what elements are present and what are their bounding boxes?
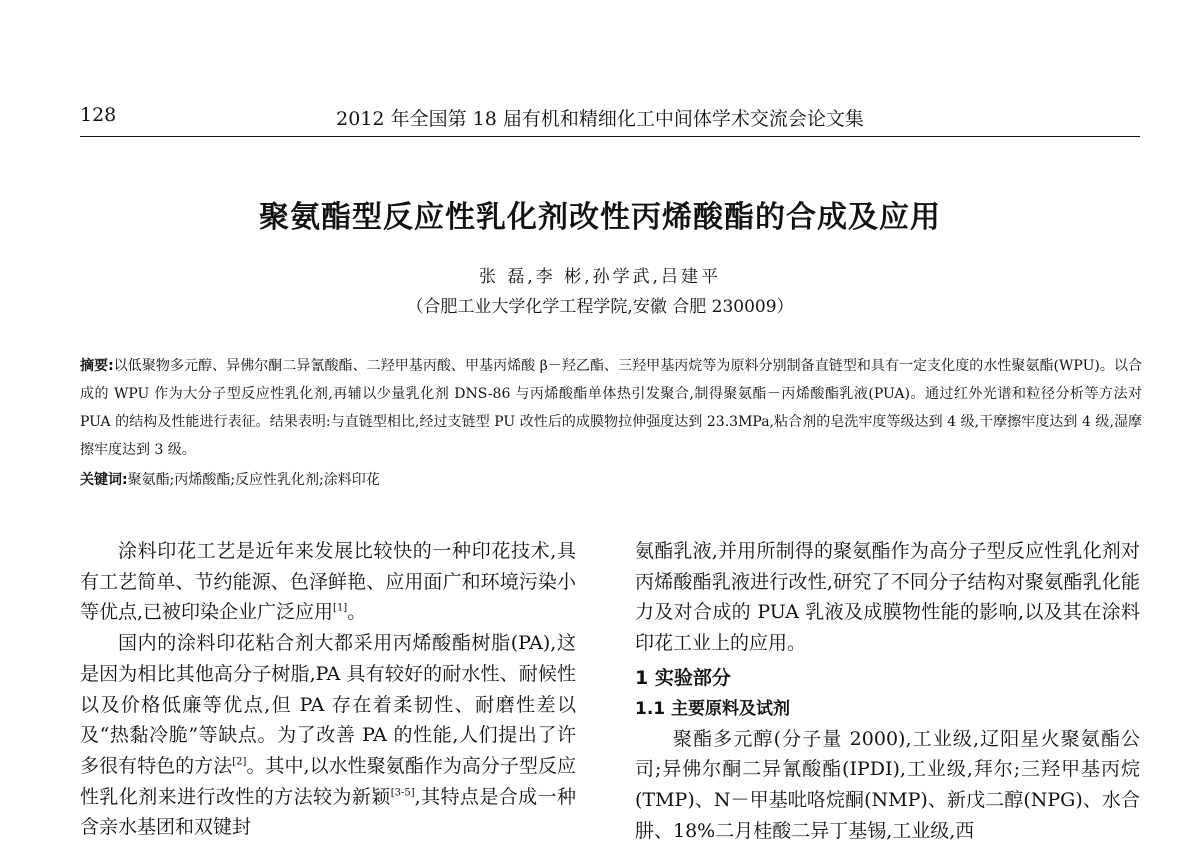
- body-column-right: [635, 536, 1140, 846]
- article-title: 聚氨酯型反应性乳化剂改性丙烯酸酯的合成及应用: [259, 200, 941, 235]
- body-column-left: [80, 536, 576, 843]
- section-heading: 1 实验部分: [635, 666, 731, 689]
- abstract: [80, 352, 1142, 464]
- paragraph: [80, 536, 576, 628]
- keywords-text: 聚氨酯;丙烯酸酯;反应性乳化剂;涂料印花: [127, 472, 380, 488]
- paragraph-text: 。: [347, 601, 367, 624]
- citation: [2]: [232, 756, 247, 768]
- citation: [3-5]: [390, 787, 415, 799]
- paragraph: 聚酯多元醇(分子量 2000),工业级,辽阳星火聚氨酯公司;异佛尔酮二异氰酸酯(IPDI),工业级,拜尔;三羟甲基丙烷(TMP)、N－甲基吡咯烷酮(NMP)、新戊二醇(NPG)、水合肼、18%二月桂酸二异丁基锡,工业级,西: [635, 727, 1140, 842]
- keywords-label: 关键词:: [80, 472, 128, 488]
- paragraph: [80, 628, 576, 843]
- citation: [1]: [333, 603, 348, 615]
- paragraph: 氨酯乳液,并用所制得的聚氨酯作为高分子型反应性乳化剂对丙烯酸酯乳液进行改性,研究了不同分子结构对聚氨酯乳化能力及对合成的 PUA 乳液及成膜物性能的影响,以及其在涂料印花工业上的应用。: [635, 540, 1140, 655]
- header-rule: [80, 136, 1140, 137]
- paragraph-text: 。其中,以水性聚氨酯作为高分子型反应性乳化剂来进行改性的方法较为新颖: [80, 754, 576, 808]
- paragraph-text: 涂料印花工艺是近年来发展比较快的一种印花技术,具有工艺简单、节约能源、色泽鲜艳、应用面广和环境污染小等优点,已被印染企业广泛应用: [80, 540, 576, 624]
- paragraph-text: 国内的涂料印花粘合剂大都采用丙烯酸酯树脂(PA),这是因为相比其他高分子树脂,PA 具有较好的耐水性、耐候性以及价格低廉等优点,但 PA 存在着柔韧性、耐磨性差以及“热黏冷脆”等缺点。为了改善 PA 的性能,人们提出了许多很有特色的方法: [80, 632, 576, 777]
- abstract-label: 摘要:: [80, 358, 114, 374]
- subsection-heading: 1.1 主要原料及试剂: [635, 698, 791, 719]
- paragraph-text: ,其特点是合成一种含亲水基团和双键封: [80, 785, 576, 839]
- authors: 张 磊,李 彬,孙学武,吕建平: [478, 267, 722, 287]
- affiliation: （合肥工业大学化学工程学院,安徽 合肥 230009）: [406, 297, 794, 317]
- keywords: [80, 466, 1142, 494]
- abstract-text: 以低聚物多元醇、异佛尔酮二异氰酸酯、二羟甲基丙酸、甲基丙烯酸 β－羟乙酯、三羟甲基丙烷等为原料分别制备直链型和具有一定支化度的水性聚氨酯(WPU)。以合成的 WPU 作为大分子型反应性乳化剂,再辅以少量乳化剂 DNS-86 与丙烯酸酯单体热引发聚合,制得聚氨酯－丙烯酸酯乳液(PUA)。通过红外光谱和粒径分析等方法对 PUA 的结构及性能进行表征。结果表明:与直链型相比,经过支链型 PU 改性后的成膜物拉伸强度达到 23.3MPa,粘合剂的皂洗牢度等级达到 4 级,干摩擦牢度达到 4 级,湿摩擦牢度达到 3 级。: [80, 358, 1142, 458]
- page-number: 128: [80, 104, 117, 126]
- running-header: 2012 年全国第 18 届有机和精细化工中间体学术交流会论文集: [336, 108, 864, 130]
